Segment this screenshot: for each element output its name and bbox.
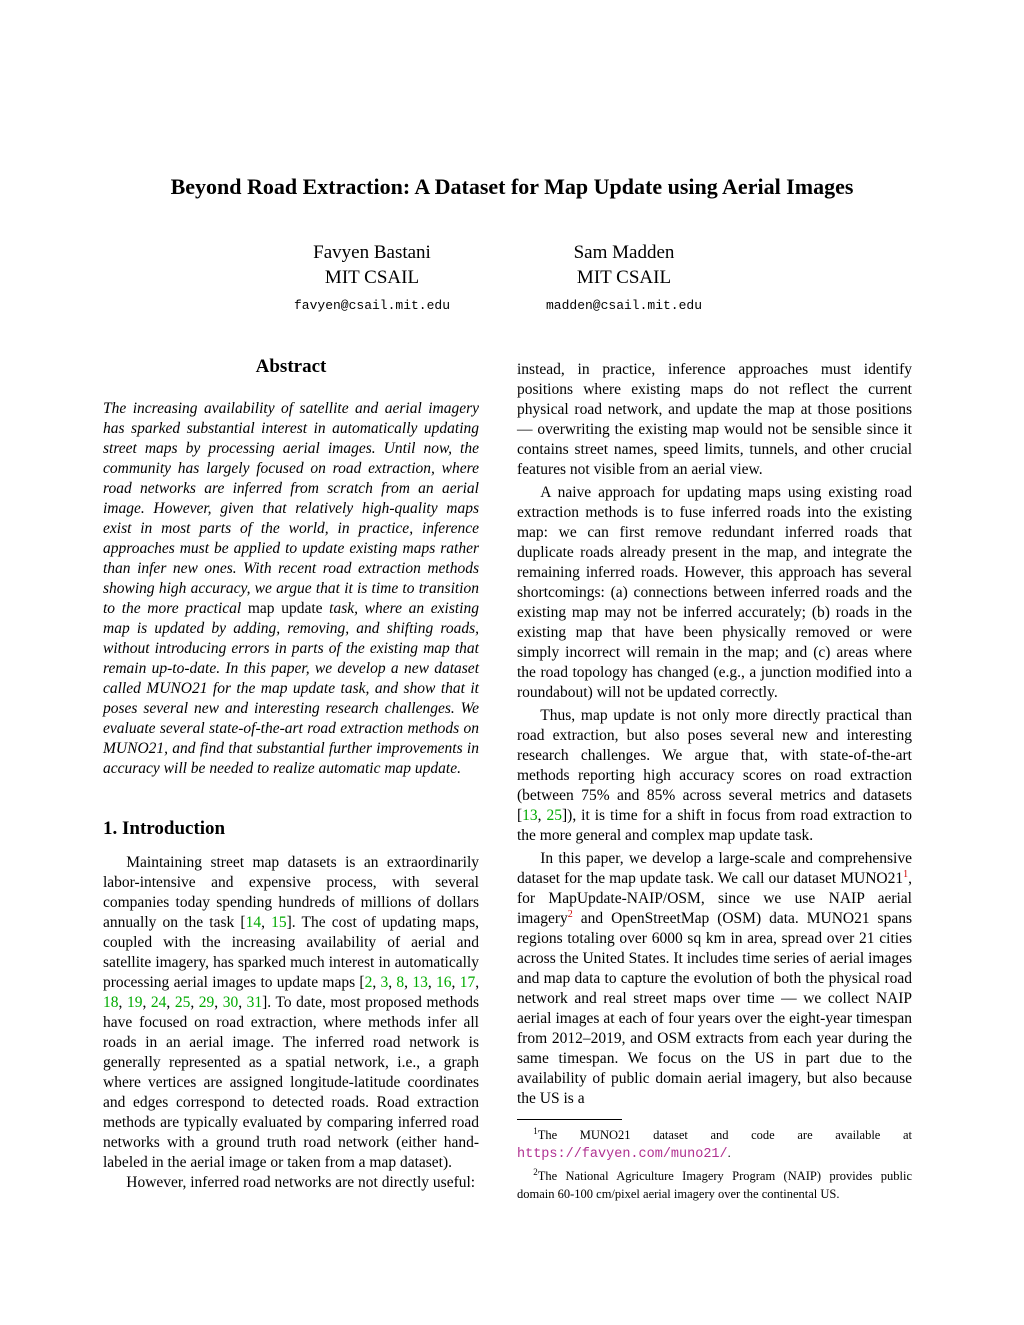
citation-link[interactable]: 25: [174, 994, 191, 1011]
citation-link[interactable]: 24: [150, 994, 167, 1011]
intro-paragraph-3: A naive approach for updating maps using existing road extraction methods is to fuse inferred roads into the existing map: we can first remove redundant inferred roads that duplicate roads already present in the map, and integrate the remaining inferred roads. However, this approach has several shortcomings: (a) connections between inferred roads and the existing map may not be inferred accurately; (b) roads in the existing map that have been physically removed or were simply incorrect will remain in the map; and (c) areas where the road topology has changed (e.g., a junction modified into a roundabout) will not be updated correctly.: [517, 484, 912, 701]
citation-link[interactable]: 8: [396, 974, 405, 991]
citation-link[interactable]: 14: [245, 914, 262, 931]
abstract-heading: Abstract: [255, 356, 327, 377]
footnote-divider: [517, 1119, 622, 1120]
author-block-2: [514, 240, 734, 316]
citation-link[interactable]: 2: [364, 974, 373, 991]
author-block-1: [262, 240, 482, 316]
citation-link[interactable]: 16: [436, 974, 452, 991]
footnote-marker-2[interactable]: 2: [567, 908, 573, 920]
abstract-text: The increasing availability of satellite and aerial imagery has sparked substantial interest in automatically updating street maps by processing aerial images. Until now, the community has largely focused on road extraction, where road networks are inferred from scratch from an aerial image. However, given that relatively high-quality maps exist in most parts of the world, in practice, inference approaches must be applied to update existing maps rather than infer new ones. With recent road extraction methods showing high accuracy, we argue that it is time to transition to the more practical map update task, where an existing map is updated by adding, removing, and shifting roads, without introducing errors in parts of the existing map that remain up-to-date. In this paper, we develop a new dataset called MUNO21 for the map update task, and show that it poses several new and interesting research challenges. We evaluate several state-of-the-art road extraction methods on MUNO21, and find that substantial further improvements in accuracy will be needed to realize automatic map update.: [103, 400, 479, 777]
citation-link[interactable]: 30: [222, 994, 239, 1011]
footnote-marker-1[interactable]: 1: [903, 868, 909, 880]
citation-link[interactable]: 19: [126, 994, 143, 1011]
author-email[interactable]: favyen@csail.mit.edu: [293, 298, 451, 313]
citation-link[interactable]: 31: [246, 994, 263, 1011]
dataset-url-link[interactable]: https://favyen.com/muno21/: [517, 1147, 728, 1162]
author-affiliation: MIT CSAIL: [324, 267, 420, 288]
abstract-emphasis: map update: [247, 600, 323, 617]
author-affiliation: MIT CSAIL: [576, 267, 672, 288]
intro-paragraph-2: However, inferred road networks are not directly useful:: [126, 1174, 476, 1191]
right-column: [517, 360, 912, 1206]
citation-link[interactable]: 13: [522, 807, 538, 824]
citation-link[interactable]: 25: [546, 807, 563, 824]
footnote-2: $^2$The National Agriculture Imagery Program (NAIP) provides public domain 60-100 cm/pixel aerial imagery over the continental US.: [517, 1166, 912, 1201]
left-column: [103, 357, 479, 1193]
intro-paragraph-5: In this paper, we develop a large-scale and comprehensive dataset for the map update task. We call our dataset $MUNO21^1$, for MapUpdate-NAIP/OSM, since we use NAIP aerial imagery$^2$ and OpenStreetMap (OSM) data. MUNO21 spans regions totaling over 6000 sq km in area, spread over 21 cities across the United States. It includes time series of aerial images and map data to capture the evolution of both the physical road network and real street maps over time — we collect NAIP aerial images at each of four years over the eight-year timespan from 2012–2019, and OSM extracts from each year during the same timespan. We focus on the US in part due to the availability of public domain aerial imagery, but also because the US is a: [517, 850, 912, 1107]
intro-paragraph-1: Maintaining street map datasets is an extraordinarily labor-intensive and expensive process, with several companies today spending hundreds of millions of dollars annually on the task [14, 15]. The cost of updating maps, coupled with the increasing availability of aerial and satellite imagery, has sparked much interest in automatically processing aerial images to update maps [2, 3, 8, 13, 16, 17, 18, 19, 24, 25, 29, 30, 31]. To date, most proposed methods have focused on road extraction, where methods infer all roads in an aerial image. The inferred road network is generally represented as a spatial network, i.e., a graph where vertices are assigned longitude-latitude coordinates and edges correspond to detected roads. Road extraction methods are typically evaluated by comparing inferred road networks with a ground truth road network (either hand-labeled in the aerial image or taken from a map dataset).: [103, 854, 480, 1171]
author-name: Favyen Bastani: [313, 242, 431, 263]
intro-paragraph-2-continued: instead, in practice, inference approaches must identify positions where existing maps do not reflect the current physical road network, and update the map at those positions — overwriting the existing map would not be sensible since it contains street names, speed limits, tunnels, and other crucial features not visible from an aerial view.: [517, 361, 912, 478]
paper-title: Beyond Road Extraction: A Dataset for Map Update using Aerial Images: [170, 174, 854, 199]
citation-link[interactable]: 18: [103, 994, 119, 1011]
citation-link[interactable]: 29: [198, 994, 215, 1011]
footnote-1: $^1$The MUNO21 dataset and code are available at https://favyen.com/muno21/.: [517, 1125, 912, 1162]
citation-link[interactable]: 3: [380, 974, 389, 991]
intro-paragraph-4: Thus, map update is not only more directly practical than road extraction, but also poses several new and interesting research challenges. We argue that, with state-of-the-art methods reporting high accuracy scores on road extraction (between 75% and 85% across several metrics and datasets [13, 25]), it is time for a shift in focus from road extraction to the more general and complex map update task.: [517, 707, 913, 844]
citation-link[interactable]: 13: [412, 974, 428, 991]
author-email[interactable]: madden@csail.mit.edu: [545, 298, 703, 313]
intro-heading: 1. Introduction: [103, 818, 226, 839]
author-name: Sam Madden: [573, 242, 675, 263]
citation-link[interactable]: 15: [271, 914, 287, 931]
citation-link[interactable]: 17: [459, 974, 476, 991]
